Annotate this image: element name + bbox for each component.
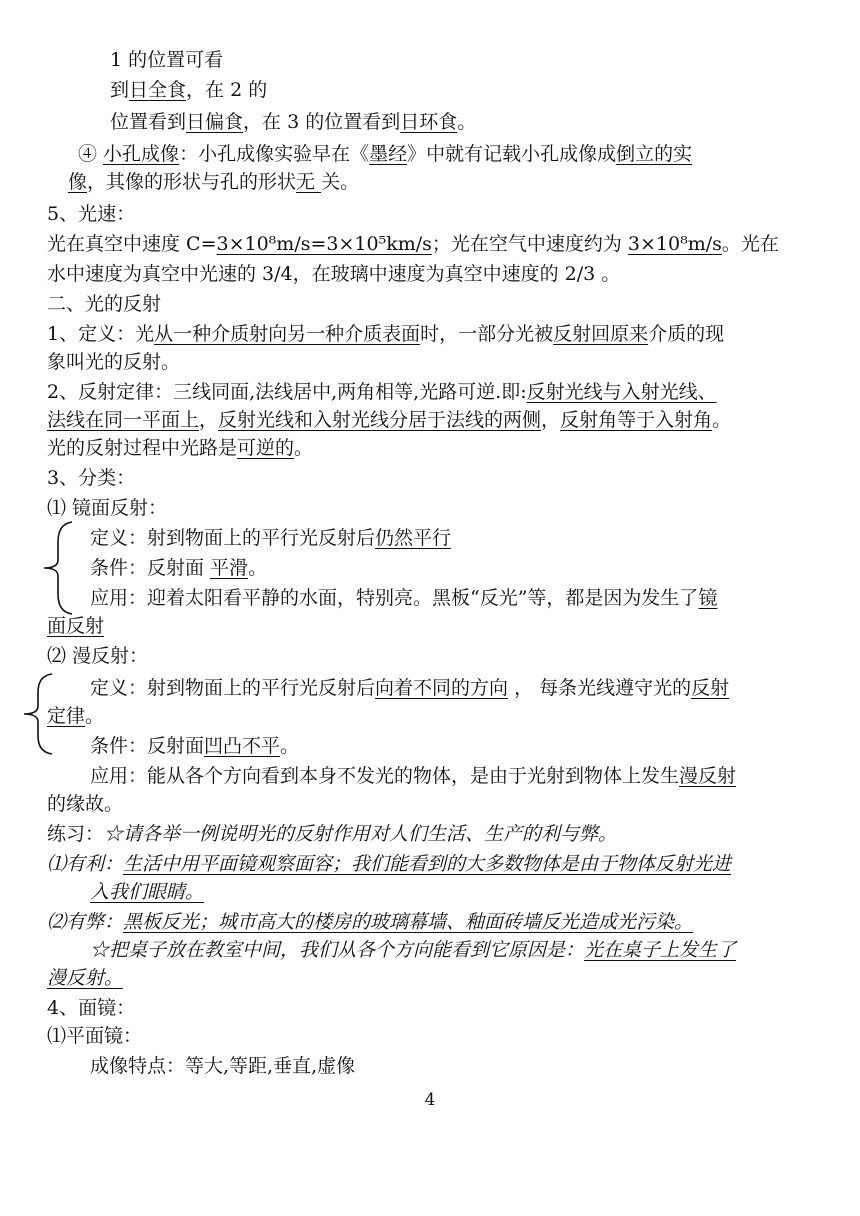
text-line: 面反射 — [47, 615, 105, 637]
text-line: 定律。 — [47, 705, 105, 727]
text-line: 象叫光的反射。 — [47, 351, 181, 373]
text-line: 2、反射定律：三线同面,法线居中,两角相等,光路可逆.即:反射光线与入射光线、 — [47, 381, 717, 403]
text-line: 应用：迎着太阳看平静的水面，特别亮。黑板“反光”等，都是因为发生了镜 — [90, 587, 718, 609]
section-heading: 二、光的反射 — [47, 293, 162, 315]
text-line: 成像特点：等大,等距,垂直,虚像 — [90, 1055, 356, 1077]
text-line: ④ 小孔成像：小孔成像实验早在《墨经》中就有记载小孔成像成倒立的实 — [78, 143, 693, 165]
exercise-line: 漫反射。 — [47, 967, 124, 989]
subsection-heading: ⑴平面镜： — [47, 1025, 143, 1047]
text-line: 位置看到日偏食，在 3 的位置看到日环食。 — [110, 111, 477, 133]
text-line: 条件：反射面凹凸不平。 — [90, 735, 300, 757]
text-line: 应用：能从各个方向看到本身不发光的物体，是由于光射到物体上发生漫反射 — [90, 765, 737, 787]
exercise-line: ⑵有弊：黑板反光；城市高大的楼房的玻璃幕墙、釉面砖墙反光造成光污染。 — [47, 911, 694, 933]
section-heading: 3、分类： — [47, 467, 136, 489]
text-line: 光在真空中速度 C=3×10⁸m/s=3×10⁵km/s；光在空气中速度约为 3×10⁸m/s。光在 — [47, 233, 779, 255]
text-line: 光的反射过程中光路是可逆的。 — [47, 437, 314, 459]
page-number: 4 — [424, 1090, 436, 1110]
text-line: 条件：反射面 平滑。 — [90, 557, 268, 579]
exercise-line: 入我们眼睛。 — [90, 881, 205, 903]
text-line: 定义：射到物面上的平行光反射后仍然平行 — [90, 527, 452, 549]
brace-icon — [40, 520, 76, 616]
text-line: 像，其像的形状与孔的形状无 关。 — [68, 171, 360, 193]
text-line: 1 的位置可看 — [110, 49, 224, 71]
exercise-line: ⑴有利：生活中用平面镜观察面容；我们能看到的大多数物体是由于物体反射光进 — [47, 853, 732, 875]
text-line: 1、定义：光从一种介质射向另一种介质表面时，一部分光被反射回原来介质的现 — [47, 323, 725, 345]
text-line: 的缘故。 — [47, 793, 124, 815]
text-line: 法线在同一平面上，反射光线和入射光线分居于法线的两侧，反射角等于入射角。 — [47, 409, 732, 431]
text-line: 到日全食，在 2 的 — [110, 79, 268, 101]
subsection-heading: ⑵ 漫反射： — [47, 645, 149, 667]
exercise-line: ☆把桌子放在教室中间，我们从各个方向能看到它原因是：光在桌子上发生了 — [90, 939, 737, 961]
exercise-line: 练习：☆请各举一例说明光的反射作用对人们生活、生产的利与弊。 — [47, 823, 618, 845]
text-line: 定义：射到物面上的平行光反射后向着不同的方向 ， 每条光线遵守光的反射 — [90, 677, 730, 699]
section-heading: 5、光速： — [47, 203, 136, 225]
subsection-heading: ⑴ 镜面反射： — [47, 497, 168, 519]
section-heading: 4、面镜： — [47, 997, 136, 1019]
text-line: 水中速度为真空中光速的 3/4，在玻璃中速度为真空中速度的 2/3 。 — [47, 263, 621, 285]
